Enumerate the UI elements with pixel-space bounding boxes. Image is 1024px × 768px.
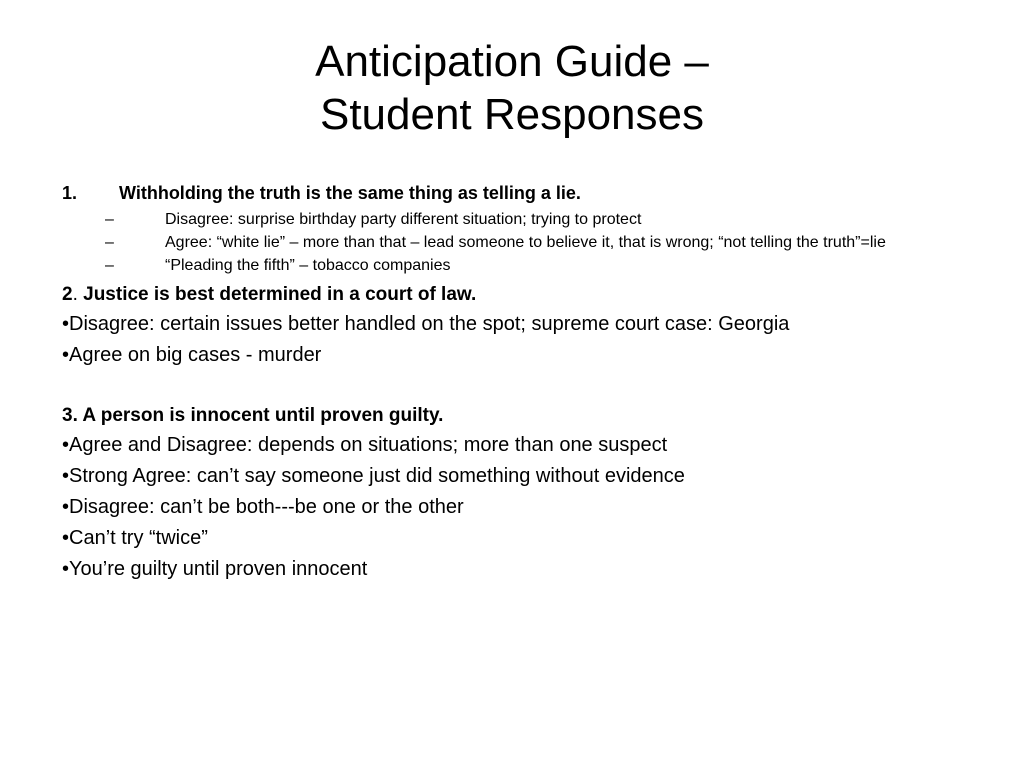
dash-bullet: – xyxy=(105,211,114,228)
question-3-response: •Strong Agree: can’t say someone just did something without evidence xyxy=(62,465,685,487)
response-text: Disagree: surprise birthday party different situation; trying to protect xyxy=(165,211,642,228)
blank-line xyxy=(62,371,962,402)
slide-title-line-2: Student Responses xyxy=(319,90,705,139)
question-1-heading xyxy=(62,180,962,206)
question-3-response: •Can’t try “twice” xyxy=(62,527,208,549)
question-2-response: •Agree on big cases - murder xyxy=(62,344,322,366)
question-3-response: •You’re guilty until proven innocent xyxy=(62,558,368,580)
dash-bullet: – xyxy=(105,234,114,251)
question-1-response xyxy=(62,256,962,275)
question-2-text: Justice is best determined in a court of law. xyxy=(77,284,477,305)
slide-title xyxy=(0,35,1024,141)
question-1-number: 1. xyxy=(62,183,78,203)
question-3-response: •Disagree: can’t be both---be one or the other xyxy=(62,496,464,518)
question-1-response xyxy=(62,210,962,229)
dash-bullet: – xyxy=(105,257,114,274)
question-2-response: •Disagree: certain issues better handled on the spot; supreme court case: Georgia xyxy=(62,313,790,335)
question-3-heading: 3. A person is innocent until proven guilty. xyxy=(62,405,444,426)
question-2-heading xyxy=(62,281,962,309)
response-text: Agree: “white lie” – more than that – lead someone to believe it, that is wrong; “not telling the truth”=lie xyxy=(165,234,886,251)
slide-body xyxy=(62,180,962,585)
question-2-dot: . xyxy=(72,284,78,305)
response-text: “Pleading the fifth” – tobacco companies xyxy=(165,257,451,274)
question-1-text: Withholding the truth is the same thing as telling a lie. xyxy=(119,183,581,203)
question-3-response: •Agree and Disagree: depends on situations; more than one suspect xyxy=(62,434,668,456)
question-1-response xyxy=(62,233,962,252)
slide-title-line-1: Anticipation Guide – xyxy=(315,37,709,86)
question-2-number: 2 xyxy=(62,284,73,305)
